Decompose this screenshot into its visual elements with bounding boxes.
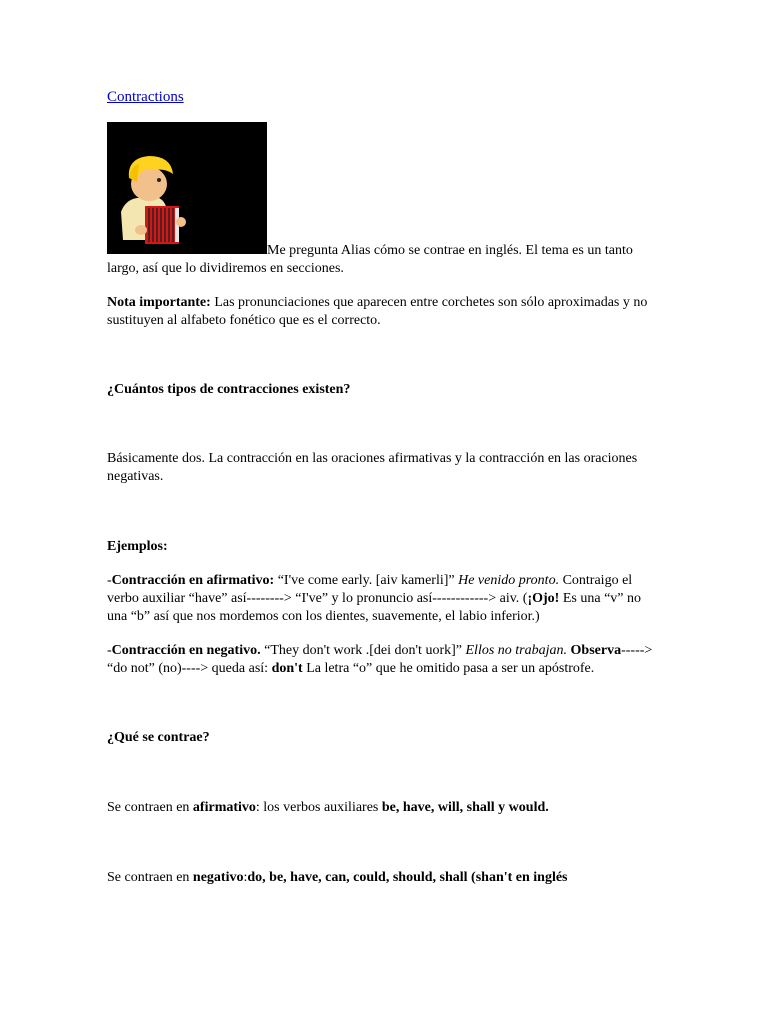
line-1-text-2: : los verbos auxiliares xyxy=(255,800,382,815)
example-affirmative xyxy=(107,572,663,626)
document-page xyxy=(107,88,663,887)
example-1-dash: - xyxy=(107,573,112,588)
line-1-text-1: Se contraen en xyxy=(107,800,193,815)
note-paragraph xyxy=(107,294,663,330)
answer-1: Básicamente dos. La contracción en las oraciones afirmativas y la contracción en las oraciones negativas. xyxy=(107,451,638,484)
example-1-translation: He venido pronto. xyxy=(458,573,560,588)
note-text: Las pronunciaciones que aparecen entre corchetes son sólo aproximadas y no sustituyen al alfabeto fonético que es el correcto. xyxy=(107,295,648,328)
example-2-observa: Observa xyxy=(570,643,622,658)
example-2-label: Contracción en negativo. xyxy=(111,643,261,658)
example-2-translation: Ellos no trabajan. xyxy=(465,643,568,658)
example-1-text-3: Es una “v” no una “b” así que nos mordemos con los dientes, suavemente, el labio inferior.) xyxy=(107,591,642,624)
examples-heading-text: Ejemplos: xyxy=(107,539,168,554)
title-link[interactable]: Contractions xyxy=(107,89,184,105)
example-negative xyxy=(107,642,663,678)
example-2-text-1: “They don't work .[dei don't uork]” xyxy=(260,643,466,658)
line-1-bold-1: afirmativo xyxy=(192,800,256,815)
line-2-text-2: : xyxy=(243,870,248,885)
contract-affirmative-line xyxy=(107,799,663,817)
note-label: Nota importante: xyxy=(107,295,211,310)
contract-negative-line xyxy=(107,869,663,887)
question-1-text: ¿Cuántos tipos de contracciones existen? xyxy=(107,382,351,397)
question-2 xyxy=(107,729,663,747)
example-2-dash: - xyxy=(107,643,112,658)
example-1-label: Contracción en afirmativo: xyxy=(111,573,275,588)
line-2-bold-1: negativo xyxy=(192,870,244,885)
example-1-text-1: “I've come early. [aiv kamerli]” xyxy=(274,573,459,588)
question-2-text: ¿Qué se contrae? xyxy=(107,730,210,745)
example-2-dont: don't xyxy=(271,661,303,676)
example-2-text-3: La letra “o” que he omitido pasa a ser un apóstrofe. xyxy=(302,661,595,676)
example-1-ojo: ¡Ojo! xyxy=(527,591,560,606)
line-2-text-1: Se contraen en xyxy=(107,870,193,885)
line-1-bold-2: be, have, will, shall y would. xyxy=(381,800,549,815)
example-1-text-2: Contraigo el verbo auxiliar “have” así--------> “I've” y lo pronuncio así------------> aiv. ( xyxy=(107,573,633,606)
examples-heading xyxy=(107,538,663,556)
question-1 xyxy=(107,381,663,399)
example-2-text-2: -----> “do not” (no)----> queda así: xyxy=(107,643,653,676)
accordion-player-icon xyxy=(107,122,267,254)
intro-paragraph xyxy=(107,122,663,278)
line-2-bold-2: do, be, have, can, could, should, shall (shan't en inglés xyxy=(247,870,568,885)
accordion-player-image xyxy=(107,122,267,254)
intro-text: Me pregunta Alias cómo se contrae en inglés. El tema es un tanto largo, así que lo dividiremos en secciones. xyxy=(107,243,633,276)
